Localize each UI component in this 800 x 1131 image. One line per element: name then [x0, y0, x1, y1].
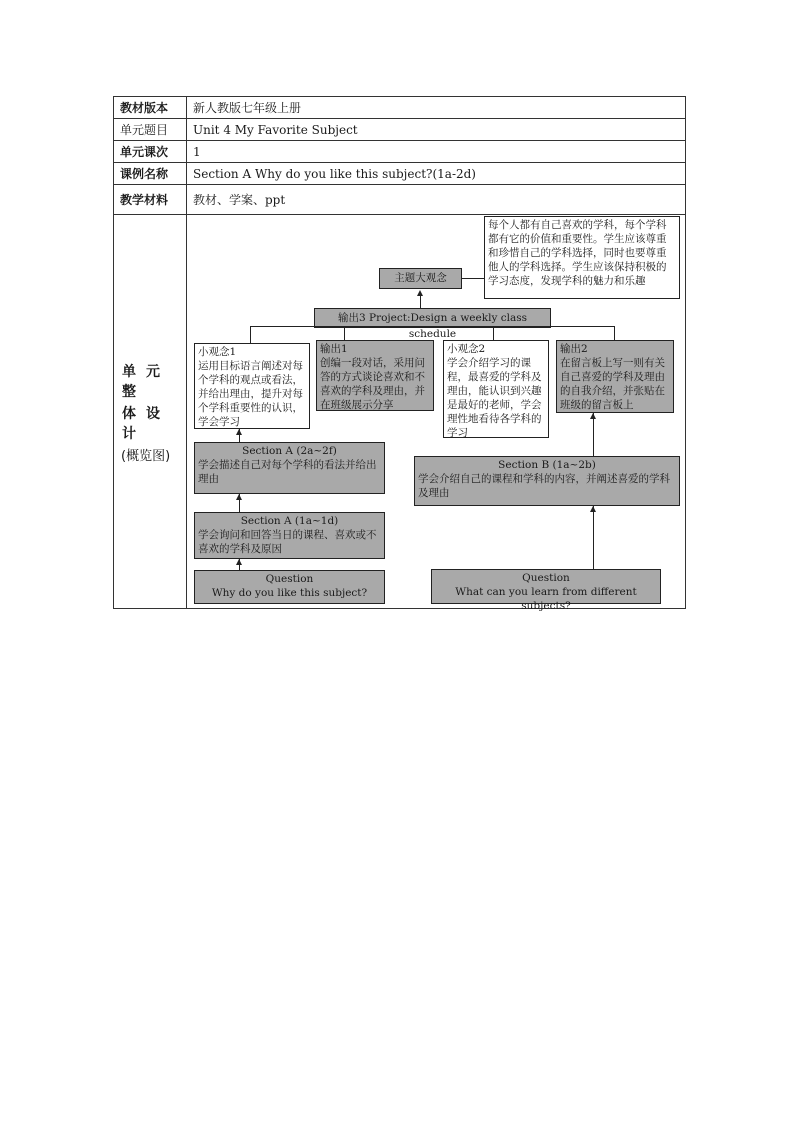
output2-title: 输出2 — [560, 343, 588, 355]
lesson-info-table — [113, 96, 686, 215]
big-idea-box: 每个人都有自己喜欢的学科，每个学科都有它的价值和重要性。学生应该尊重和珍惜自己的学科选择，同时也要尊重他人的学科选择。学生应该保持积极的学习态度，发现学科的魅力和乐趣 — [484, 216, 680, 299]
output3-box: 输出3 Project:Design a weekly class schedule — [314, 308, 551, 328]
question2-title: Question — [522, 572, 570, 584]
arrow-icon — [236, 429, 242, 435]
unit-design-label-cell — [114, 215, 187, 608]
connector — [593, 506, 594, 569]
output1-box — [316, 340, 434, 411]
section-a-1a-1d-box — [194, 512, 385, 559]
row-label-textbook: 教材版本 — [114, 97, 187, 119]
question2-box — [431, 569, 661, 612]
arrow-icon — [417, 290, 423, 296]
section-a-1a-1d-title: Section A (1a~1d) — [240, 515, 339, 527]
arrow-icon — [590, 413, 596, 419]
small-idea2-title: 小观念2 — [447, 343, 486, 355]
row-label-lesson-name: 课例名称 — [114, 163, 187, 185]
connector — [250, 326, 251, 343]
row-value-textbook: 新人教版七年级上册 — [187, 97, 686, 119]
connector — [462, 278, 484, 279]
table-row — [114, 141, 686, 163]
output2-text: 在留言板上写一则有关自己喜爱的学科及理由的自我介绍，并张贴在班级的留言板上 — [560, 357, 665, 411]
row-label-unit: 单元题目 — [114, 119, 187, 141]
table-row — [114, 185, 686, 215]
section-a-2a-2f-box — [194, 442, 385, 494]
small-idea1-title: 小观念1 — [198, 346, 237, 358]
section-a-2a-2f-title: Section A (2a~2f) — [242, 445, 337, 457]
small-idea1-text: 运用目标语言阐述对每个学科的观点或看法，并给出理由，提升对每个学科重要性的认识，学会学习 — [198, 360, 303, 428]
design-label-line1: 单元整 — [122, 364, 170, 400]
question1-title: Question — [265, 573, 314, 585]
output2-box — [556, 340, 674, 413]
output1-title: 输出1 — [320, 343, 348, 355]
section-b-title: Section B (1a~2b) — [498, 459, 596, 471]
big-idea-label: 主题大观念 — [379, 268, 462, 289]
table-row — [114, 119, 686, 141]
connector — [420, 296, 421, 308]
arrow-icon — [590, 506, 596, 512]
design-label-line2: 体设计 — [122, 406, 170, 442]
connector — [493, 326, 494, 340]
row-value-unit: Unit 4 My Favorite Subject — [187, 119, 686, 141]
section-a-1a-1d-text: 学会询问和回答当日的课程、喜欢或不喜欢的学科及原因 — [198, 529, 377, 555]
row-label-lesson-number: 单元课次 — [114, 141, 187, 163]
row-value-lesson-number: 1 — [187, 141, 686, 163]
table-row — [114, 163, 686, 185]
section-a-2a-2f-text: 学会描述自己对每个学科的看法并给出理由 — [198, 459, 377, 485]
arrow-icon — [236, 559, 242, 565]
connector — [593, 413, 594, 456]
small-idea1-box — [194, 343, 310, 429]
connector — [614, 326, 615, 340]
section-b-box — [414, 456, 680, 506]
design-label-line3: (概览图) — [121, 449, 171, 464]
small-idea2-text: 学会介绍学习的课程，最喜爱的学科及理由，能认识到兴趣是最好的老师，学会理性地看待各学科的学习 — [447, 357, 542, 439]
connector — [344, 326, 345, 340]
small-idea2-box — [443, 340, 549, 438]
section-b-text: 学会介绍自己的课程和学科的内容，并阐述喜爱的学科及理由 — [418, 473, 670, 499]
question2-text: What can you learn from different subjects? — [455, 586, 637, 612]
row-value-materials: 教材、学案、ppt — [187, 185, 686, 215]
output1-text: 创编一段对话，采用问答的方式谈论喜欢和不喜欢的学科及理由，并在班级展示分享 — [320, 357, 425, 411]
row-value-lesson-name: Section A Why do you like this subject?(1a-2d) — [187, 163, 686, 185]
connector — [250, 326, 614, 327]
question1-box — [194, 570, 385, 604]
question1-text: Why do you like this subject? — [211, 587, 368, 599]
arrow-icon — [236, 494, 242, 500]
table-row — [114, 97, 686, 119]
row-label-materials: 教学材料 — [114, 185, 187, 215]
